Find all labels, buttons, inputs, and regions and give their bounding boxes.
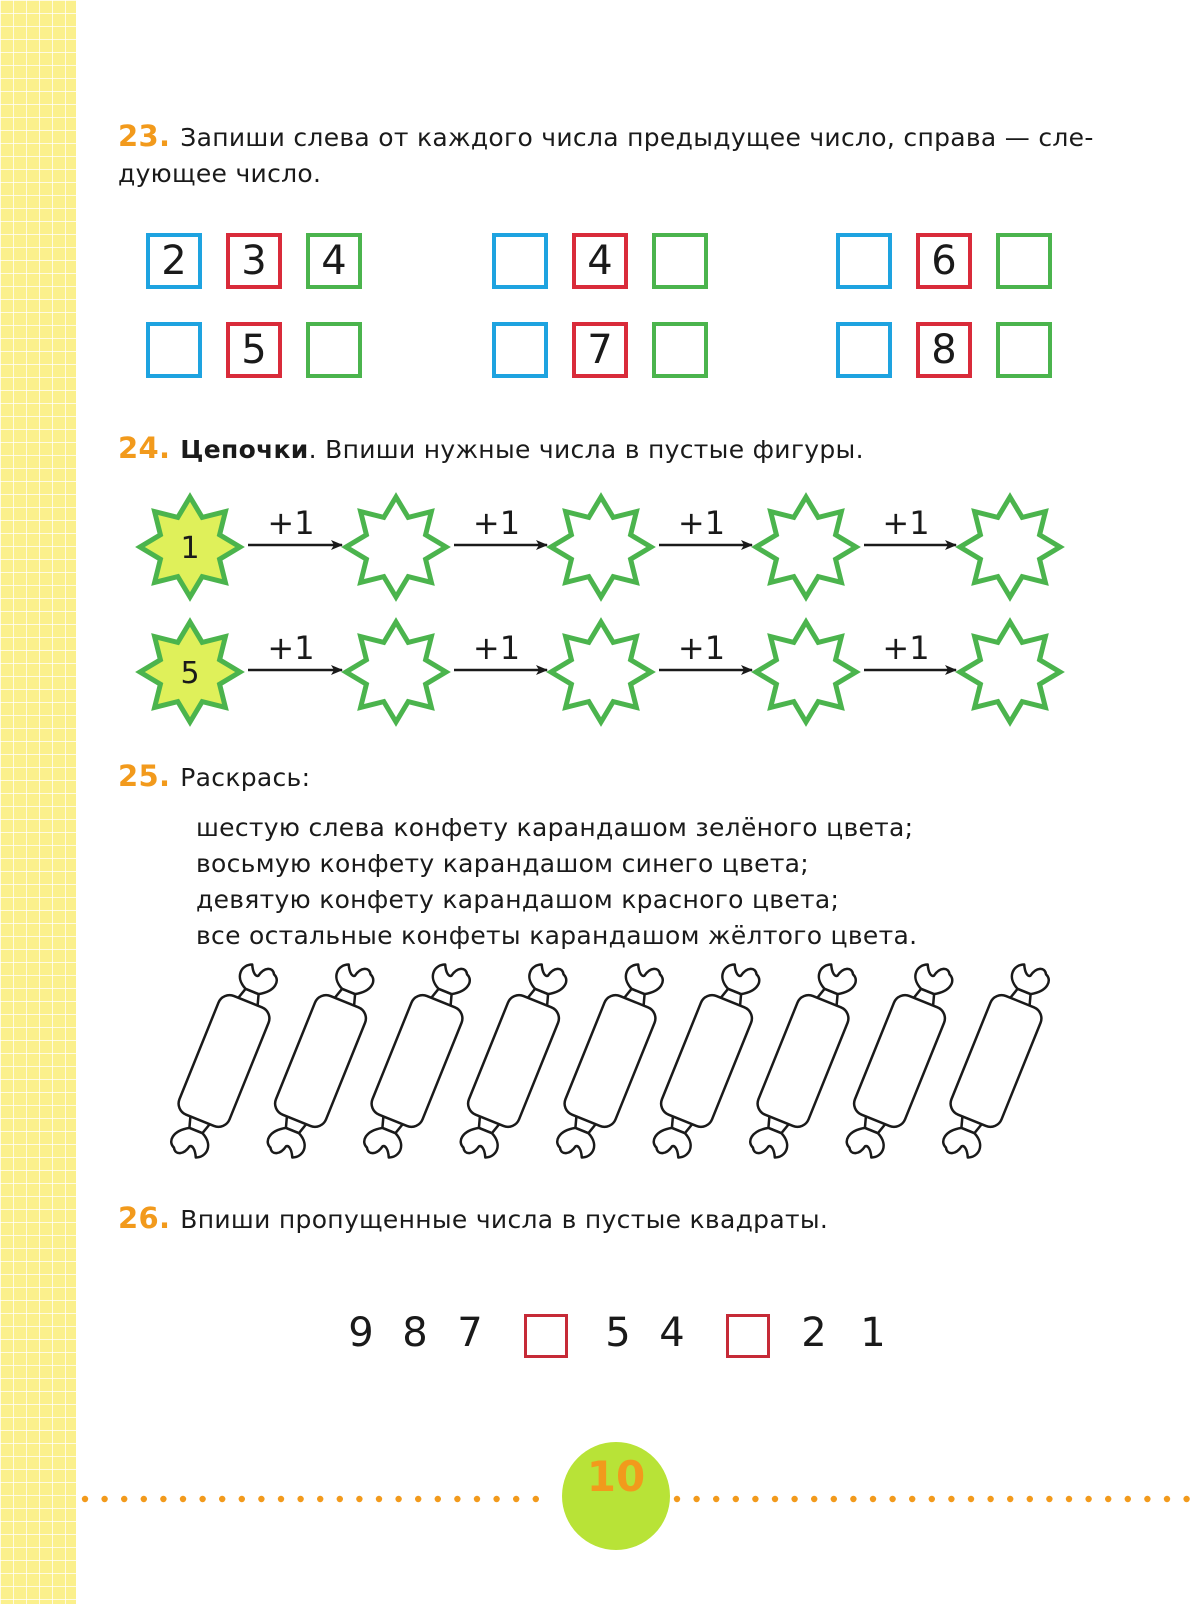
step-label: +1 [472,629,521,667]
sequence-number: 4 [659,1310,685,1356]
step-label: +1 [882,629,930,667]
empty-star[interactable] [346,622,446,722]
sequence-number: 9 [348,1310,374,1356]
step-label: +1 [267,629,315,667]
task-25-instructions [196,810,917,954]
candy[interactable] [933,956,1060,1166]
page-number: 10 [586,1452,646,1501]
task-23-number: 23. [118,119,171,153]
step-label: +1 [677,629,726,667]
task-25-number: 25. [118,759,171,793]
missing-number-box[interactable] [726,1314,770,1358]
sequence-number: 2 [801,1310,827,1356]
given-box: 3 [226,233,282,289]
candy[interactable] [354,956,481,1166]
start-number: 5 [180,656,200,691]
given-box: 8 [916,322,972,378]
task-26-number: 26. [118,1201,171,1235]
next-box[interactable]: 4 [306,233,362,289]
empty-star[interactable] [551,622,651,722]
candy[interactable] [257,956,384,1166]
candy[interactable] [836,956,963,1166]
step-label: +1 [677,504,726,542]
step-label: +1 [882,504,930,542]
empty-star[interactable] [756,497,856,597]
task-24-title: Цепочки [180,435,309,464]
candy[interactable] [740,956,867,1166]
step-label: +1 [472,504,521,542]
candy[interactable] [450,956,577,1166]
start-star [140,497,240,597]
given-box: 7 [572,322,628,378]
task-25-title: Раскрась: [180,763,311,792]
sequence-number: 7 [457,1310,483,1356]
empty-star[interactable] [960,622,1060,722]
given-box: 6 [916,233,972,289]
task-26-instruction: Впиши пропущенные числа в пустые квадраты. [180,1205,829,1234]
empty-star[interactable] [551,497,651,597]
task-25-line: восьмую конфету карандашом синего цвета; [196,849,810,878]
footer-dots-left [80,1494,550,1504]
page-number-circle [562,1442,670,1550]
sequence-number: 5 [605,1310,631,1356]
candy[interactable] [643,956,770,1166]
task-23-line1: Запиши слева от каждого числа предыдущее число, справа — сле- [180,123,1094,152]
task-25-line: все остальные конфеты карандашом жёлтого цвета. [196,921,918,950]
empty-star[interactable] [756,622,856,722]
task-25-line: девятую конфету карандашом красного цвета; [196,885,840,914]
start-number: 1 [180,531,200,566]
task-23-line2: дующее число. [118,159,322,188]
task-24-instruction: . Впиши нужные числа в пустые фигуры. [308,435,864,464]
footer-dots-right [672,1494,1192,1504]
given-box: 5 [226,322,282,378]
start-star [140,622,240,722]
task-26-text [118,1200,828,1238]
empty-star[interactable] [960,497,1060,597]
sequence-number: 8 [402,1310,428,1356]
sequence-number: 1 [860,1310,886,1356]
step-label: +1 [267,504,315,542]
task-25-text [118,758,310,796]
given-box: 4 [572,233,628,289]
task-24-number: 24. [118,431,171,465]
candy[interactable] [161,956,288,1166]
missing-number-box[interactable] [524,1314,568,1358]
empty-star[interactable] [346,497,446,597]
task-25-line: шестую слева конфету карандашом зелёного цвета; [196,813,914,842]
candy[interactable] [547,956,674,1166]
prev-box[interactable]: 2 [146,233,202,289]
